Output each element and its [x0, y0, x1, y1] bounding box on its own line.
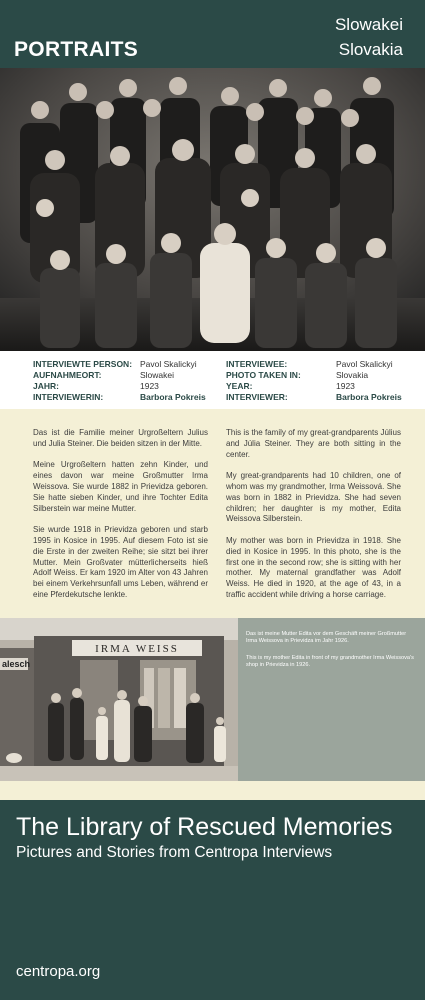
- meta-label: AUFNAHMEORT:: [33, 370, 102, 380]
- shop-photo: [0, 618, 238, 781]
- meta-row: [0, 370, 425, 381]
- meta-label: JAHR:: [33, 381, 59, 391]
- country-en: Slovakia: [338, 40, 403, 59]
- divider-strip: [0, 781, 425, 800]
- shop-sign-text: IRMA WEISS: [95, 643, 179, 655]
- meta-label: INTERVIEWERIN:: [33, 392, 104, 402]
- meta-value: Barbora Pokreis: [140, 392, 206, 402]
- meta-row: [0, 359, 425, 370]
- family-portrait-photo: [0, 68, 425, 351]
- header-bar: [0, 0, 425, 68]
- story-text-english: [226, 428, 401, 612]
- meta-label: INTERVIEWEE:: [226, 359, 288, 369]
- country-de: Slowakei: [334, 15, 403, 34]
- meta-value: Slovakia: [336, 370, 369, 380]
- caption-english: This is my mother Edita in front of my grandmother Irma Weissova's shop in Prievidza in 1926.: [246, 655, 414, 669]
- meta-label: INTERVIEWTE PERSON:: [33, 359, 133, 369]
- footer: [0, 800, 425, 1000]
- meta-label: PHOTO TAKEN IN:: [226, 370, 301, 380]
- meta-label: YEAR:: [226, 381, 253, 391]
- paragraph: This is the family of my great-grandparents Július and Júlia Steiner. They are both sitting in the center.: [226, 428, 401, 459]
- interview-metadata: [0, 351, 425, 409]
- website-link[interactable]: centropa.org: [16, 963, 101, 980]
- paragraph: My mother was born in Prievidza in 1918. She died in Kosice in 1995. In this photo, she is the first one in the second row; she is sitting with her mother. My maternal grandfather was Adolf Weiss. He died in 1920, at the age of 43, in a traffic accident while driving a horse carriage.: [226, 535, 401, 599]
- side-sign-text: alesch: [2, 659, 31, 669]
- meta-value: Pavol Skalickyi: [336, 359, 393, 369]
- shop-photo-caption: [238, 618, 425, 781]
- paragraph: Das ist die Familie meiner Urgroßeltern Julius und Julia Steiner. Die beiden sitzen in der Mitte.: [33, 428, 208, 448]
- meta-row: [0, 381, 425, 392]
- meta-value: 1923: [140, 381, 159, 391]
- meta-value: 1923: [336, 381, 355, 391]
- library-title: The Library of Rescued Memories: [16, 813, 393, 841]
- family-portrait-image: [0, 68, 425, 351]
- page-title: PORTRAITS: [14, 38, 139, 61]
- paragraph: Meine Urgroßeltern hatten zehn Kinder, und eines davon war meine Großmutter Irma Weissova. Sie wurde 1882 in Prievidza geboren. Sie hatte sieben Kinder, und ihre Tochter Edita Silberstein war meine Mutter.: [33, 460, 208, 513]
- meta-value: Slowakei: [140, 370, 175, 380]
- meta-label: INTERVIEWER:: [226, 392, 288, 402]
- library-subtitle: Pictures and Stories from Centropa Interviews: [16, 844, 333, 861]
- paragraph: My great-grandparents had 10 children, one of whom was my grandmother, Irma Weissová. She was born in 1882 in Prievidza. She had seven children; her daughter is my mother, Edita Weissova Silberstein.: [226, 471, 401, 524]
- meta-value: Barbora Pokreis: [336, 392, 402, 402]
- paragraph: Sie wurde 1918 in Prievidza geboren und starb 1995 in Kosice in 1995. Auf diesem Foto ist sie die Erste in der zweiten Reihe; sie sitzt bei ihrer Mutter. Mein Großvater mütterlicherseits hieß Adolf Weiss. Er kam 1920 im Alter von 43 Jahren bei einem Verkehrsunfall ums Leben, während er eine Pferdekutsche lenkte.: [33, 525, 208, 599]
- caption-german: Das ist meine Mutter Edita vor dem Geschäft meiner Großmutter Irma Weissova in Prievidza im Jahr 1926.: [246, 631, 407, 645]
- story-text-panel: [0, 409, 425, 618]
- story-text-german: [33, 428, 208, 612]
- meta-value: Pavol Skalickyi: [140, 359, 197, 369]
- shop-photo-image: [0, 618, 238, 781]
- meta-row: [0, 392, 425, 403]
